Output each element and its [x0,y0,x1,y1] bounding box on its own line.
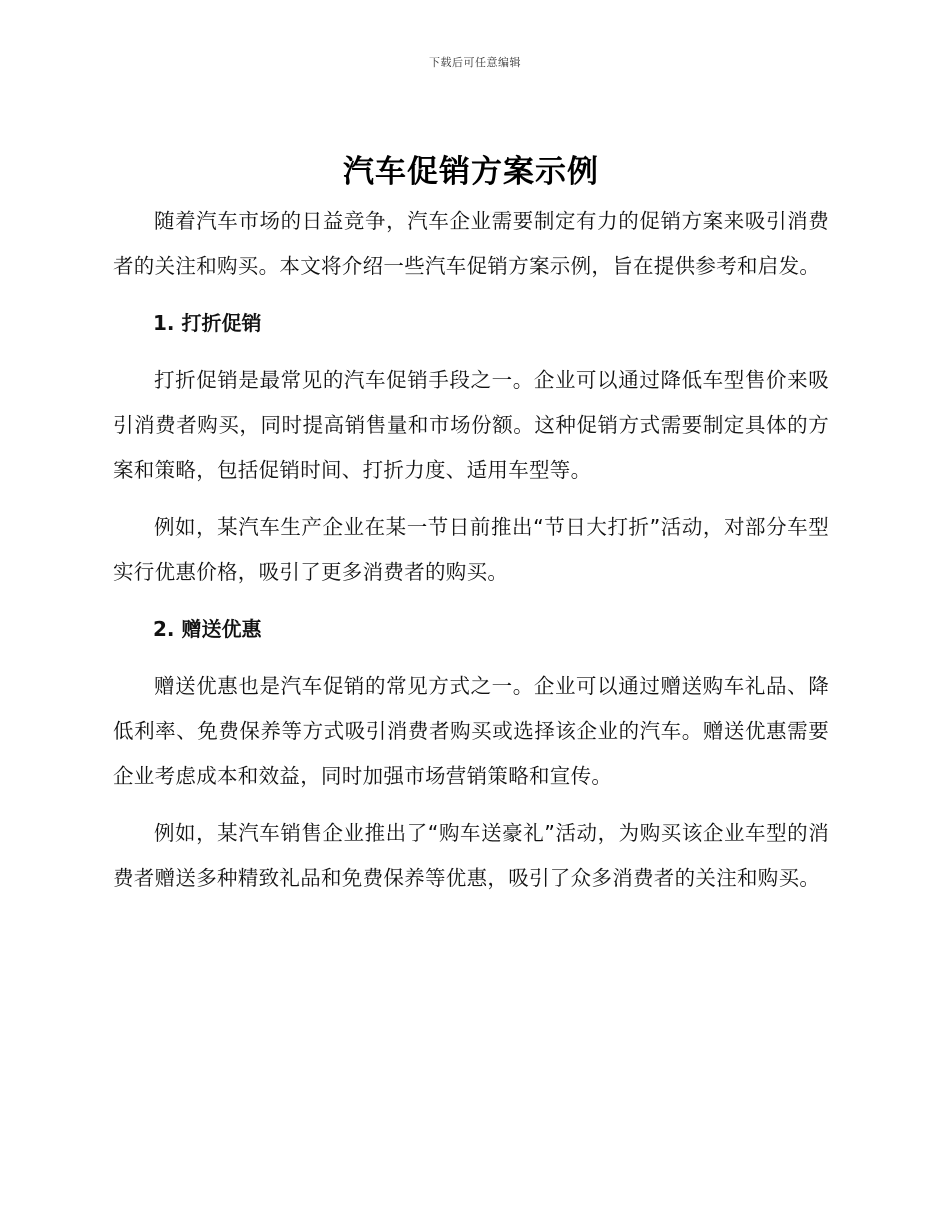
section-gift-paragraph-1: 赠送优惠也是汽车促销的常见方式之一。企业可以通过赠送购车礼品、降低利率、免费保养等方式吸引消费者购买或选择该企业的汽车。赠送优惠需要企业考虑成本和效益，同时加强市场营销策略和宣传。 [113,674,829,788]
document-title: 汽车促销方案示例 [343,154,599,190]
intro-paragraph: 随着汽车市场的日益竞争，汽车企业需要制定有力的促销方案来吸引消费者的关注和购买。本文将介绍一些汽车促销方案示例，旨在提供参考和启发。 [113,209,829,278]
document-body [113,145,829,913]
section-heading-gift: 2. 赠送优惠 [153,617,262,641]
section-heading-discount: 1. 打折促销 [153,311,262,335]
header-note: 下载后可任意编辑 [429,56,521,69]
section-discount-paragraph-2: 例如，某汽车生产企业在某一节日前推出“节日大打折”活动，对部分车型实行优惠价格，吸引了更多消费者的购买。 [113,515,829,584]
section-discount-paragraph-1: 打折促销是最常见的汽车促销手段之一。企业可以通过降低车型售价来吸引消费者购买，同时提高销售量和市场份额。这种促销方式需要制定具体的方案和策略，包括促销时间、打折力度、适用车型等。 [113,368,829,482]
section-gift-paragraph-2: 例如，某汽车销售企业推出了“购车送豪礼”活动，为购买该企业车型的消费者赠送多种精致礼品和免费保养等优惠，吸引了众多消费者的关注和购买。 [113,821,829,890]
